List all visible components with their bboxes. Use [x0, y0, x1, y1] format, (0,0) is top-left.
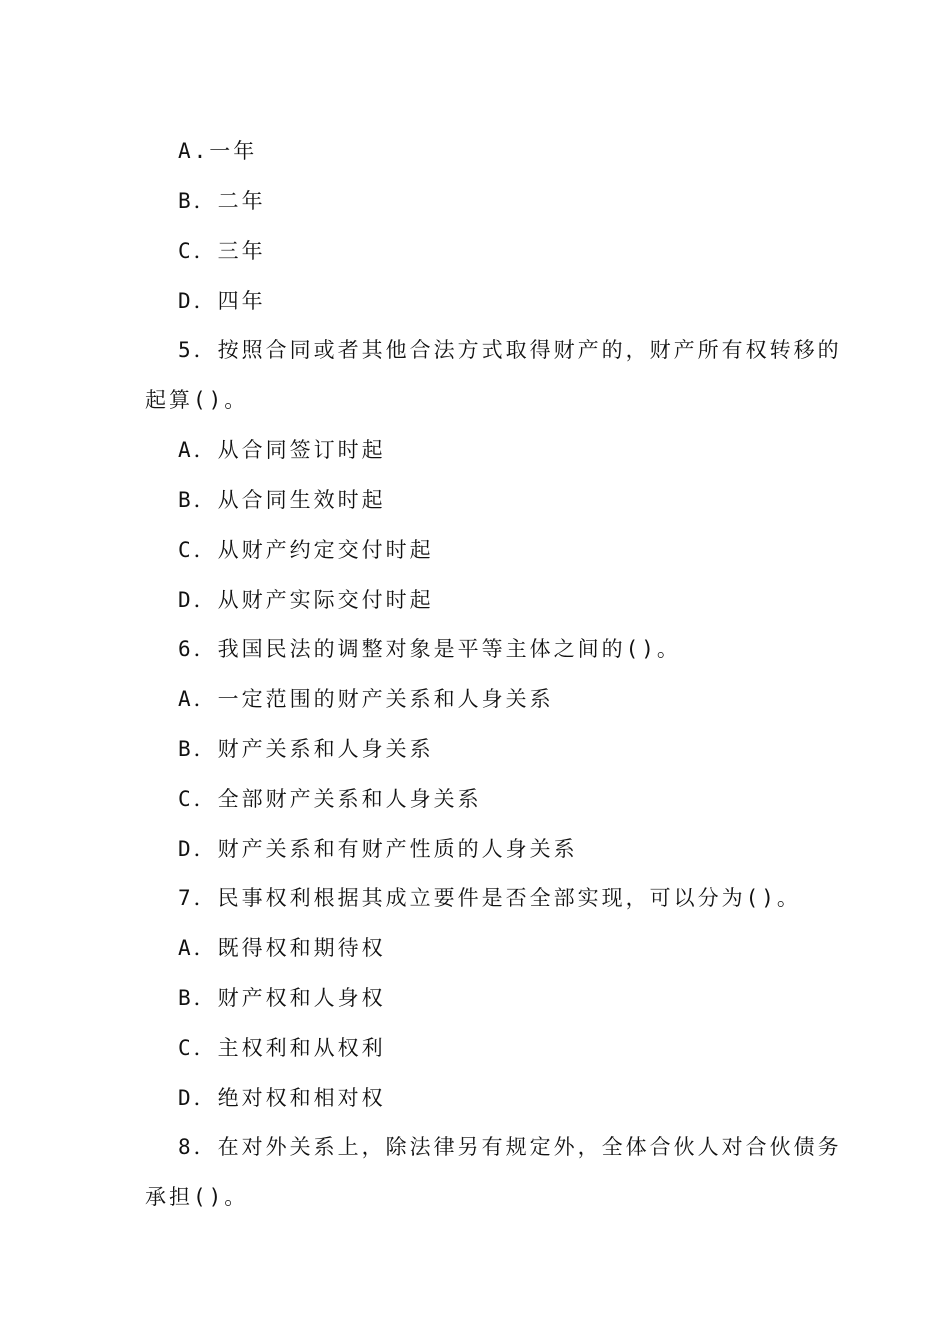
q4-option-a: A.一年 [178, 139, 258, 163]
q5-option-c: C．从财产约定交付时起 [178, 538, 434, 562]
q6-option-a: A．一定范围的财产关系和人身关系 [178, 687, 554, 711]
q5-stem: 5．按照合同或者其他合法方式取得财产的，财产所有权转移的 [178, 338, 842, 362]
q5-stem-continued: 起算()。 [145, 388, 249, 412]
q5-option-b: B．从合同生效时起 [178, 488, 386, 512]
q7-option-a: A．既得权和期待权 [178, 936, 386, 960]
q7-option-b: B．财产权和人身权 [178, 986, 386, 1010]
q4-option-c: C．三年 [178, 239, 266, 263]
q6-stem: 6．我国民法的调整对象是平等主体之间的()。 [178, 637, 681, 661]
q6-option-d: D．财产关系和有财产性质的人身关系 [178, 837, 578, 861]
q5-option-a: A．从合同签订时起 [178, 438, 386, 462]
q7-option-c: C．主权利和从权利 [178, 1036, 386, 1060]
q6-option-c: C．全部财产关系和人身关系 [178, 787, 482, 811]
q5-option-d: D．从财产实际交付时起 [178, 588, 434, 612]
q4-option-b: B．二年 [178, 189, 266, 213]
q6-option-b: B．财产关系和人身关系 [178, 737, 434, 761]
q8-stem-continued: 承担()。 [145, 1185, 249, 1209]
q7-option-d: D．绝对权和相对权 [178, 1086, 386, 1110]
q8-stem: 8．在对外关系上，除法律另有规定外，全体合伙人对合伙债务 [178, 1135, 842, 1159]
q4-option-d: D．四年 [178, 289, 266, 313]
q7-stem: 7．民事权利根据其成立要件是否全部实现，可以分为()。 [178, 886, 801, 910]
